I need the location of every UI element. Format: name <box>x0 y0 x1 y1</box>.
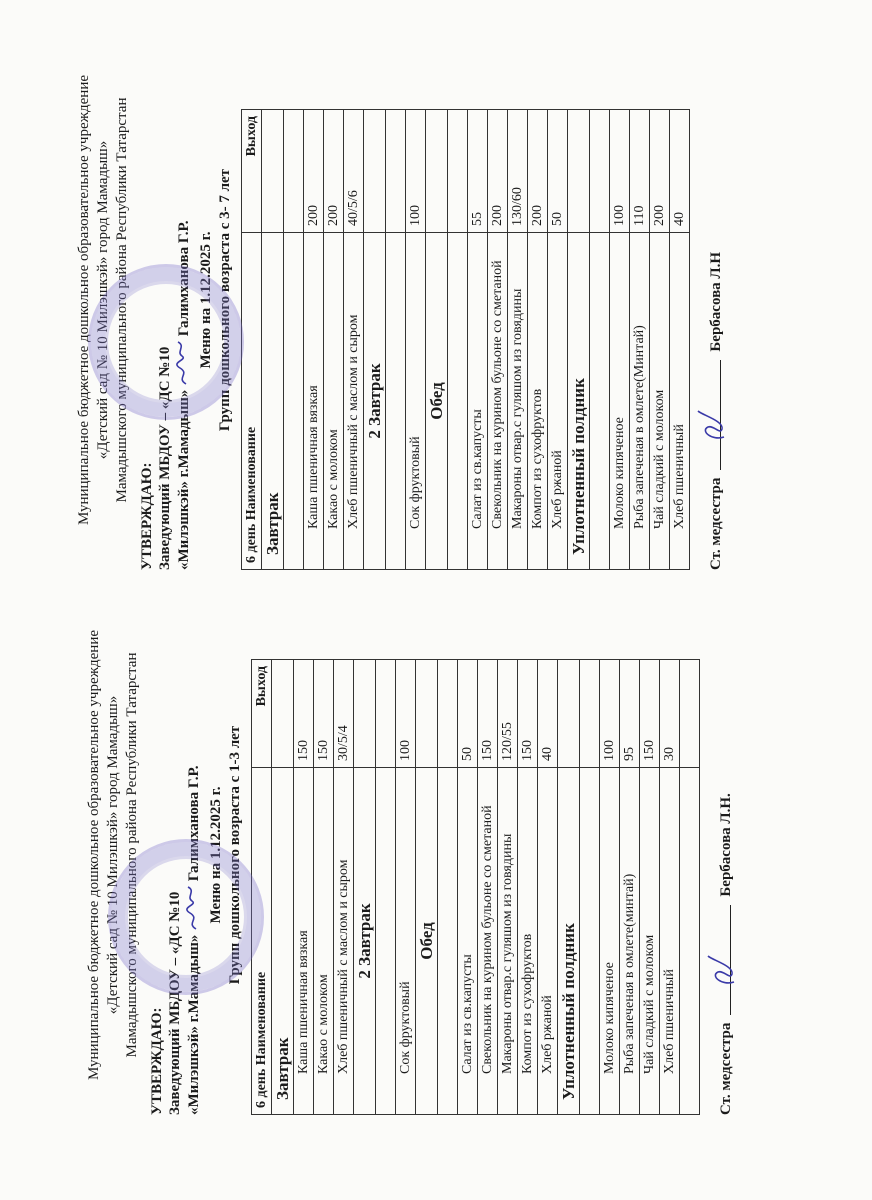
dish-row <box>324 110 344 570</box>
dish-output: 150 <box>640 660 660 768</box>
nurse-signature <box>694 405 733 445</box>
dish-output: 40 <box>670 110 690 233</box>
dish-output <box>386 110 406 233</box>
meal-name: Обед <box>416 768 438 1115</box>
menu-date: Меню на 1.12.2025 г. <box>208 786 224 924</box>
dish-name: Рыба запеченая в омлете(минтай) <box>620 768 640 1115</box>
dish-name: Молоко кипяченое <box>600 768 620 1115</box>
dish-row <box>600 660 620 1115</box>
empty-row <box>448 110 468 570</box>
dish-name <box>438 768 458 1115</box>
dish-row <box>548 110 568 570</box>
dish-row <box>528 110 548 570</box>
dish-output <box>364 110 386 233</box>
dish-name: Какао с молоком <box>324 233 344 570</box>
dish-output: 50 <box>548 110 568 233</box>
dish-name: Сок фруктовый <box>396 768 416 1115</box>
dish-name: Молоко кипяченое <box>610 233 630 570</box>
age-group: Групп дошкольного возраста с 1-3 лет <box>227 725 243 985</box>
director-name: Галимханова Г.Р. <box>186 765 202 882</box>
meal-section-row <box>568 110 590 570</box>
dish-name <box>448 233 468 570</box>
dish-output: 130/60 <box>508 110 528 233</box>
dish-row <box>488 110 508 570</box>
menu-age-1-3 <box>85 595 735 1115</box>
nurse-label: Ст. медсестра <box>718 1022 734 1115</box>
approval-block <box>138 30 193 570</box>
dish-row <box>406 110 426 570</box>
dish-output <box>558 660 580 768</box>
dish-output: 30/5/4 <box>334 660 354 768</box>
dish-row <box>620 660 640 1115</box>
dish-row <box>304 110 324 570</box>
dish-row <box>650 110 670 570</box>
dish-output <box>448 110 468 233</box>
approve-position: Заведующий МБДОУ – «ДС №10 <box>157 346 173 570</box>
dish-output <box>680 660 700 768</box>
dish-row <box>508 110 528 570</box>
dish-row <box>314 660 334 1115</box>
menu-table <box>251 659 700 1115</box>
dish-output: 200 <box>650 110 670 233</box>
signature-line <box>730 905 731 1015</box>
empty-row <box>590 110 610 570</box>
dish-output <box>568 110 590 233</box>
dish-row <box>518 660 538 1115</box>
approve-title: УТВЕРЖДАЮ: <box>139 462 155 570</box>
approve-org-short: «Милэшкэй» г.Мамадыш» <box>176 389 192 570</box>
signature-line <box>720 360 721 470</box>
dish-name: Хлеб пшеничный с маслом и сыром <box>334 768 354 1115</box>
dish-name: Чай сладкий с молоком <box>650 233 670 570</box>
meal-section-row <box>272 660 294 1115</box>
dish-row <box>458 660 478 1115</box>
meal-section-row <box>558 660 580 1115</box>
director-signature <box>184 885 202 931</box>
empty-row <box>680 660 700 1115</box>
dish-output <box>354 660 376 768</box>
empty-row <box>386 110 406 570</box>
meal-name: Завтрак <box>262 233 284 570</box>
approve-position: Заведующий МБДОУ – «ДС №10 <box>167 891 183 1115</box>
meal-name: Завтрак <box>272 768 294 1115</box>
organization-header <box>85 595 142 1115</box>
dish-name <box>386 233 406 570</box>
dish-name: Каша пшеничная вязкая <box>304 233 324 570</box>
dish-row <box>334 660 354 1115</box>
empty-row <box>284 110 304 570</box>
dish-name: Рыба запеченая в омлете(Минтай) <box>630 233 650 570</box>
org-line-3: Мамадышского муниципального района Республики Татарстан <box>124 652 140 1058</box>
dish-output: 95 <box>620 660 640 768</box>
meal-section-row <box>416 660 438 1115</box>
empty-row <box>580 660 600 1115</box>
dish-name: Макароны отвар.с гуляшом из говядины <box>498 768 518 1115</box>
org-line-2: «Детский сад № 10 Милэшкэй» город Мамадыш» <box>95 140 111 460</box>
dish-name: Сок фруктовый <box>406 233 426 570</box>
dish-name <box>580 768 600 1115</box>
dish-output: 100 <box>396 660 416 768</box>
empty-row <box>438 660 458 1115</box>
dish-output <box>272 660 294 768</box>
meal-section-row <box>262 110 284 570</box>
dish-output: 200 <box>304 110 324 233</box>
director-name: Галимханова Г.Р. <box>176 220 192 337</box>
nurse-name: Бербасова Л.Н <box>708 251 724 352</box>
header-name: 6 день Наименование <box>242 233 262 570</box>
organization-header <box>75 30 132 570</box>
age-group: Групп дошкольного возраста с 3- 7 лет <box>217 168 233 432</box>
meal-name: 2 Завтрак <box>364 233 386 570</box>
approve-title: УТВЕРЖДАЮ: <box>149 1007 165 1115</box>
dish-output: 150 <box>314 660 334 768</box>
dish-row <box>498 660 518 1115</box>
dish-output: 50 <box>458 660 478 768</box>
dish-output: 100 <box>406 110 426 233</box>
menu-age-3-7 <box>75 30 725 570</box>
org-line-2: «Детский сад № 10 Милэшкэй» город Мамадыш» <box>105 695 121 1015</box>
meal-name: 2 Завтрак <box>354 768 376 1115</box>
approve-org-short: «Милэшкэй» г.Мамадыш» <box>186 934 202 1115</box>
dish-row <box>670 110 690 570</box>
dish-output: 200 <box>488 110 508 233</box>
dish-name: Каша пшеничная вязкая <box>294 768 314 1115</box>
dish-output <box>262 110 284 233</box>
dish-output <box>438 660 458 768</box>
director-signature <box>174 340 192 386</box>
org-line-3: Мамадышского муниципального района Республики Татарстан <box>114 97 130 503</box>
table-header-row <box>242 110 262 570</box>
dish-output: 40/5/6 <box>344 110 364 233</box>
dish-name <box>284 233 304 570</box>
dish-name: Компот из сухофруктов <box>528 233 548 570</box>
dish-output: 55 <box>468 110 488 233</box>
dish-name <box>680 768 700 1115</box>
dish-name: Макароны отвар.с гуляшом из говядины <box>508 233 528 570</box>
dish-name: Компот из сухофруктов <box>518 768 538 1115</box>
dish-row <box>294 660 314 1115</box>
dish-name: Свекольник на курином бульоне со сметаной <box>478 768 498 1115</box>
approve-signature-line <box>184 595 203 1115</box>
dish-row <box>660 660 680 1115</box>
dish-output: 150 <box>478 660 498 768</box>
dish-row <box>468 110 488 570</box>
dish-row <box>538 660 558 1115</box>
dish-row <box>640 660 660 1115</box>
dish-row <box>630 110 650 570</box>
dish-output: 100 <box>610 110 630 233</box>
footer-signature <box>708 30 725 570</box>
dish-output: 200 <box>528 110 548 233</box>
dish-output: 120/55 <box>498 660 518 768</box>
org-line-1: Муниципальное бюджетное дошкольное образовательное учреждение <box>86 630 102 1080</box>
dish-output: 200 <box>324 110 344 233</box>
meal-section-row <box>364 110 386 570</box>
dish-output: 100 <box>600 660 620 768</box>
org-line-1: Муниципальное бюджетное дошкольное образовательное учреждение <box>76 75 92 525</box>
header-output: Выход <box>242 110 262 233</box>
dish-name: Чай сладкий с молоком <box>640 768 660 1115</box>
nurse-label: Ст. медсестра <box>708 477 724 570</box>
dish-name: Хлеб ржаной <box>538 768 558 1115</box>
dish-output: 30 <box>660 660 680 768</box>
dish-output <box>580 660 600 768</box>
dish-name: Хлеб пшеничный с маслом и сыром <box>344 233 364 570</box>
dish-output <box>426 110 448 233</box>
meal-name: Уплотненный полдник <box>568 233 590 570</box>
footer-signature <box>718 595 735 1115</box>
dish-name: Хлеб пшеничный <box>660 768 680 1115</box>
table-header-row <box>252 660 272 1115</box>
header-name: 6 день Наименование <box>252 768 272 1115</box>
dish-name <box>376 768 396 1115</box>
dish-output <box>376 660 396 768</box>
dish-name: Свекольник на курином бульоне со сметаной <box>488 233 508 570</box>
meal-section-row <box>426 110 448 570</box>
dish-row <box>478 660 498 1115</box>
menu-table <box>241 109 690 570</box>
dish-name: Хлеб ржаной <box>548 233 568 570</box>
header-output: Выход <box>252 660 272 768</box>
dish-output <box>416 660 438 768</box>
dish-name: Хлеб пшеничный <box>670 233 690 570</box>
dish-output: 150 <box>518 660 538 768</box>
dish-name: Какао с молоком <box>314 768 334 1115</box>
meal-name: Обед <box>426 233 448 570</box>
dish-output: 110 <box>630 110 650 233</box>
dish-output: 40 <box>538 660 558 768</box>
approve-signature-line <box>174 30 193 570</box>
approval-block <box>148 595 203 1115</box>
meal-name: Уплотненный полдник <box>558 768 580 1115</box>
dish-name <box>590 233 610 570</box>
dish-output <box>590 110 610 233</box>
dish-row <box>610 110 630 570</box>
nurse-name: Бербасова Л.Н. <box>718 793 734 897</box>
menu-date: Меню на 1.12.2025 г. <box>198 231 214 369</box>
dish-output <box>284 110 304 233</box>
meal-section-row <box>354 660 376 1115</box>
dish-output: 150 <box>294 660 314 768</box>
dish-row <box>396 660 416 1115</box>
empty-row <box>376 660 396 1115</box>
dish-row <box>344 110 364 570</box>
nurse-signature <box>704 950 743 990</box>
dish-name: Салат из св.капусты <box>458 768 478 1115</box>
dish-name: Салат из св.капусты <box>468 233 488 570</box>
